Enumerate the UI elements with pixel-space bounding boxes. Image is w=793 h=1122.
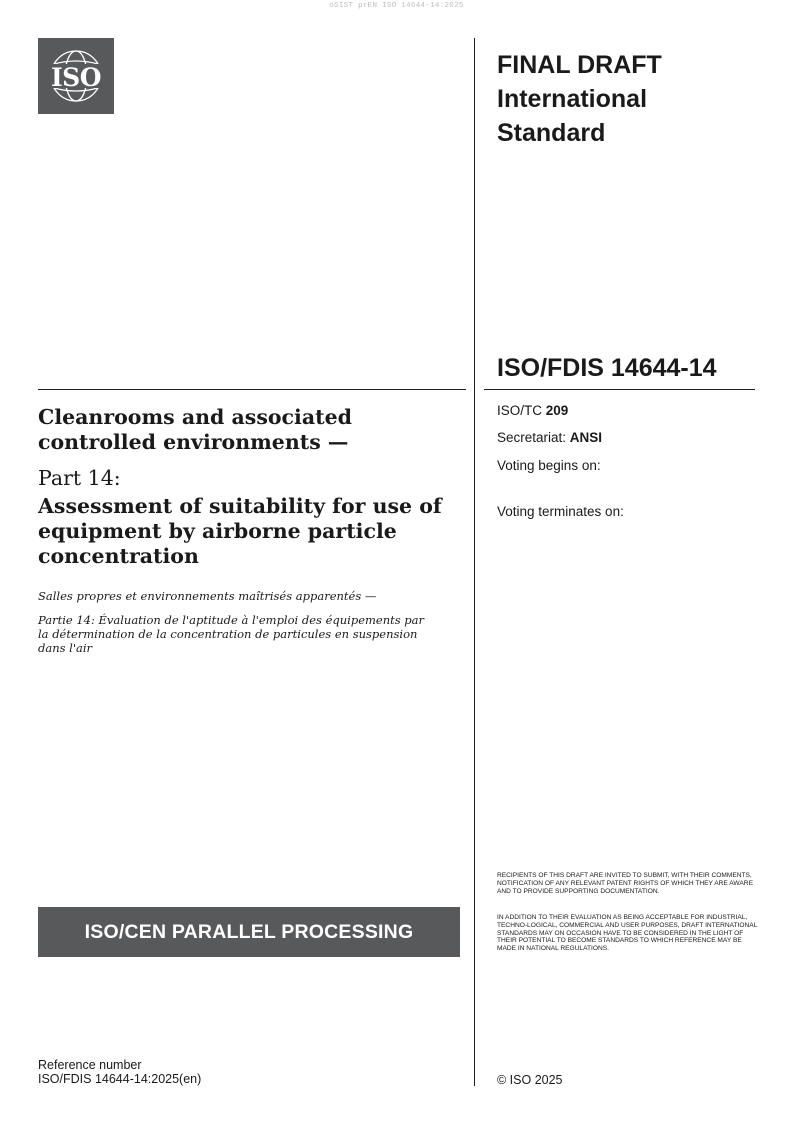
voting-terminates: Voting terminates on:: [497, 504, 624, 519]
french-part-title: Partie 14: Évaluation de l'aptitude à l'emploi des équipements par la détermination de la concentration de particules en suspension dans l'air: [38, 613, 425, 655]
status-line-2: International: [497, 85, 648, 113]
evaluation-notice: IN ADDITION TO THEIR EVALUATION AS BEING ACCEPTABLE FOR INDUSTRIAL, TECHNO-LOGICAL, COMMERCIAL AND USER PURPOSES, DRAFT INTERNATIONAL STANDARDS MAY ON OCCASION HAVE TO BE CONSIDERED IN THE LIGHT OF THEIR POTENTIAL TO BECOME STANDARDS TO WHICH REFERENCE MAY BE MADE IN NATIONAL REGULATIONS.: [497, 914, 758, 953]
reference-label: Reference number: [38, 1058, 142, 1072]
french-main-title: Salles propres et environnements maîtrisés apparentés —: [38, 589, 377, 603]
parallel-processing-label: ISO/CEN PARALLEL PROCESSING: [84, 920, 414, 943]
watermark: oSIST prEN ISO 14644-14:2025: [329, 2, 464, 10]
secretariat-value: ANSI: [569, 430, 603, 445]
main-title: Cleanrooms and associated controlled environments —: [38, 405, 352, 454]
part-label: Part 14:: [38, 466, 121, 490]
copyright: © ISO 2025: [497, 1073, 563, 1087]
technical-committee: [497, 402, 568, 420]
secretariat: [497, 429, 602, 447]
patent-notice: RECIPIENTS OF THIS DRAFT ARE INVITED TO SUBMIT, WITH THEIR COMMENTS, NOTIFICATION OF ANY RELEVANT PATENT RIGHTS OF WHICH THEY ARE AWARE AND TO PROVIDE SUPPORTING DOCUMENTATION.: [497, 872, 753, 895]
tc-label: ISO/TC: [497, 403, 546, 418]
horizontal-rule-right: [484, 389, 755, 390]
status-line-1: FINAL DRAFT: [497, 51, 662, 79]
parallel-processing-banner: [38, 907, 460, 957]
reference-number: ISO/FDIS 14644-14:2025(en): [38, 1071, 202, 1086]
status-line-3: Standard: [497, 119, 606, 147]
vertical-divider: [474, 38, 475, 1086]
svg-text:ISO: ISO: [50, 63, 102, 92]
globe-icon: [38, 38, 114, 114]
iso-logo: [38, 38, 114, 114]
reference-block: [38, 1059, 201, 1086]
part-title: Assessment of suitability for use of equipment by airborne particle concentration: [38, 494, 442, 568]
secretariat-label: Secretariat:: [497, 430, 570, 445]
document-status: [497, 48, 757, 150]
horizontal-rule-left: [38, 389, 466, 390]
standard-number: ISO/FDIS 14644-14: [497, 354, 717, 382]
voting-begins: Voting begins on:: [497, 458, 601, 473]
tc-value: 209: [545, 403, 569, 418]
